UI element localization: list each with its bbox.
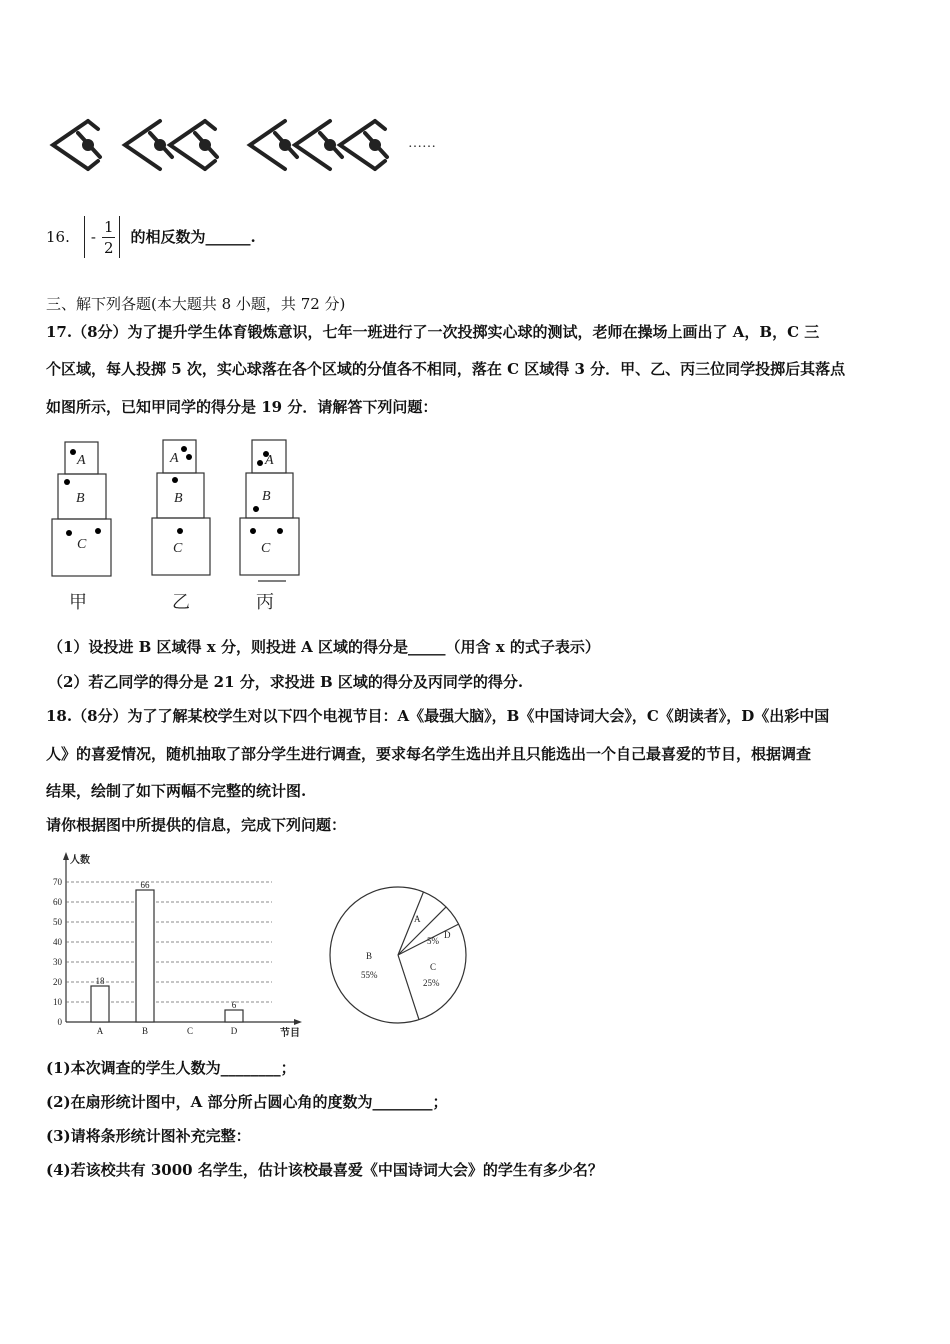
bar-x-tick: D: [230, 1026, 238, 1036]
pie-percent-c: 25%: [423, 978, 440, 988]
q16-rest: 的相反数为______.: [130, 228, 256, 246]
q16-number: 16.: [46, 228, 70, 246]
q17-sub-2: （2）若乙同学的得分是 21 分，求投进 B 区域的得分及丙同学的得分.: [48, 673, 524, 691]
q18-question-4: (4)若该校共有 3000 名学生，估计该校最喜爱《中国诗词大会》的学生有多少名？: [46, 1161, 603, 1179]
label-yi: 乙: [172, 592, 190, 612]
bar-y-tick: 20: [53, 977, 62, 987]
abs-bar-right: [119, 216, 120, 258]
q18-line-2: 人》的喜爱情况，随机抽取了部分学生进行调查，要求每名学生选出并且只能选出一个自己最喜爱的节目，根据调查: [46, 745, 812, 763]
fraction-numerator: 1: [103, 217, 114, 236]
bing-label-c: C: [261, 541, 271, 556]
pattern-figure: [40, 105, 460, 185]
bar-y-tick: 0: [57, 1017, 62, 1027]
pattern-end-stroke: [88, 121, 98, 129]
q18-question-2: (2)在扇形统计图中，A 部分所占圆心角的度数为________；: [46, 1093, 448, 1111]
q17-figure: [40, 430, 320, 620]
q18-question-3: (3)请将条形统计图补充完整：: [46, 1127, 251, 1145]
yi-label-c: C: [173, 541, 183, 556]
question-16: [46, 212, 256, 262]
pattern-node: [326, 141, 334, 149]
pattern-ellipsis: ……: [408, 136, 436, 151]
bar-x-title: 节目: [280, 1028, 300, 1039]
bar-data-label: 6: [231, 1000, 237, 1010]
bar-rect: [136, 890, 154, 1022]
label-jia: 甲: [69, 592, 87, 612]
pattern-end-stroke: [205, 121, 215, 129]
q17-sub-1: （1）设投进 B 区域得 x 分，则投进 A 区域的得分是_____（用含 x 的式子表示）: [48, 638, 600, 656]
bar-y-title: 人数: [70, 855, 90, 866]
jia-label-c: C: [77, 537, 87, 552]
q16-sign: -: [90, 228, 96, 246]
bar-y-arrow: [63, 852, 69, 860]
yi-label-a: A: [170, 451, 179, 466]
pattern-node: [84, 141, 92, 149]
section-title: 三、解下列各题(本大题共 8 小题，共 72 分): [46, 295, 346, 313]
pattern-end-stroke: [375, 121, 385, 129]
abs-bar-left: [84, 216, 85, 258]
pattern-end-stroke: [88, 161, 98, 169]
q17-line-2: 个区域，每人投掷 5 次，实心球落在各个区域的分值各不相同，落在 C 区域得 3 分．甲、乙、丙三位同学投掷后其落点: [46, 360, 846, 378]
bar-y-tick: 50: [53, 917, 62, 927]
fraction: [102, 217, 116, 258]
q18-line-1: 18.（8分）为了了解某校学生对以下四个电视节目：A《最强大脑》，B《中国诗词大会》，C《朗读者》，D《出彩中国: [46, 707, 830, 725]
pie-label-b: B: [366, 951, 373, 961]
bing-label-a: A: [265, 453, 274, 468]
q18-line-4: 请你根据图中所提供的信息，完成下列问题：: [46, 816, 347, 834]
bar-x-tick: C: [186, 1026, 194, 1036]
bar-y-tick: 70: [53, 877, 62, 887]
bar-data-label: 18: [95, 976, 105, 986]
bar-y-tick: 10: [53, 997, 62, 1007]
pie-percent-d: 5%: [427, 936, 439, 946]
q18-question-1: (1)本次调查的学生人数为________；: [46, 1059, 296, 1077]
bar-x-arrow: [294, 1019, 302, 1025]
bar-y-tick: 30: [53, 957, 62, 967]
q17-line-1: 17.（8分）为了提升学生体育锻炼意识，七年一班进行了一次投掷实心球的测试，老师在操场上画出了 A，B，C 三: [46, 323, 820, 341]
q17-line-3: 如图所示，已知甲同学的得分是 19 分．请解答下列问题：: [46, 398, 438, 416]
pattern-end-stroke: [375, 161, 385, 169]
bar-y-tick: 60: [53, 897, 62, 907]
bar-y-tick: 40: [53, 937, 62, 947]
pattern-node: [371, 141, 379, 149]
pie-chart: [320, 870, 480, 1030]
bar-rect: [91, 986, 109, 1022]
pattern-node: [281, 141, 289, 149]
pie-percent-b: 55%: [361, 970, 378, 980]
pattern-node: [201, 141, 209, 149]
bar-rect: [225, 1010, 243, 1022]
bar-x-tick: B: [141, 1026, 149, 1036]
pattern-node: [156, 141, 164, 149]
fraction-denominator: 2: [103, 238, 114, 257]
yi-label-b: B: [174, 491, 183, 506]
bing-label-b: B: [262, 489, 271, 504]
label-bing: 丙: [256, 592, 274, 612]
jia-label-b: B: [76, 491, 85, 506]
q18-line-3: 结果，绘制了如下两幅不完整的统计图.: [46, 782, 307, 800]
pie-label-c: C: [430, 962, 437, 972]
bar-chart: [40, 850, 310, 1045]
pattern-end-stroke: [205, 161, 215, 169]
bar-x-tick: A: [96, 1026, 104, 1036]
pie-label-a: A: [414, 914, 421, 924]
bar-data-label: 66: [140, 880, 150, 890]
jia-label-a: A: [77, 453, 86, 468]
pie-label-d: D: [444, 930, 451, 940]
